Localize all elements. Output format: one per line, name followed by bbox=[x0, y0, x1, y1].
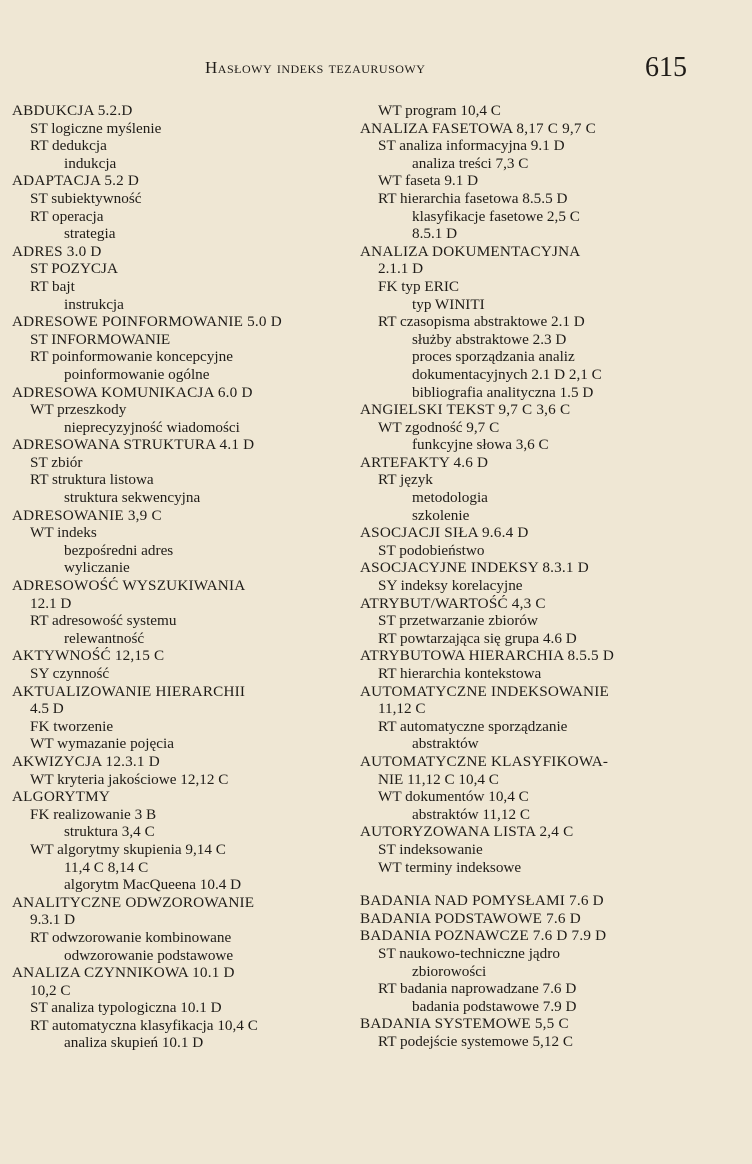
index-heading: ADAPTACJA 5.2 D bbox=[12, 172, 140, 190]
index-reference: proces sporządzania analiz bbox=[412, 348, 575, 366]
index-reference: typ WINITI bbox=[412, 295, 485, 313]
index-reference: 10,2 C bbox=[30, 981, 71, 999]
index-heading: ADRESOWE POINFORMOWANIE 5.0 D bbox=[12, 313, 282, 331]
index-heading: BADANIA NAD POMYSŁAMI 7.6 D bbox=[360, 892, 604, 910]
index-reference: WT przeszkody bbox=[30, 401, 127, 419]
index-reference: abstraktów bbox=[412, 735, 479, 753]
index-reference: RT adresowość systemu bbox=[30, 612, 177, 630]
index-reference: szkolenie bbox=[412, 506, 470, 524]
index-reference: klasyfikacje fasetowe 2,5 C bbox=[412, 207, 580, 225]
index-reference: RT hierarchia kontekstowa bbox=[378, 665, 542, 682]
index-reference: struktura sekwencyjna bbox=[64, 489, 201, 507]
index-reference: RT automatyczne sporządzanie bbox=[378, 717, 568, 735]
index-reference: FK realizowanie 3 B bbox=[30, 805, 157, 823]
index-heading: ANALITYCZNE ODWZOROWANIE bbox=[12, 893, 255, 911]
index-reference: struktura 3,4 C bbox=[64, 823, 155, 841]
index-reference: ST analiza informacyjna 9.1 D bbox=[378, 137, 565, 155]
index-reference: FK typ ERIC bbox=[378, 277, 460, 295]
index-reference: RT bajt bbox=[30, 277, 75, 295]
index-reference: NIE 11,12 C 10,4 C bbox=[378, 770, 499, 788]
index-heading: BADANIA PODSTAWOWE 7.6 D bbox=[360, 909, 581, 927]
index-reference: WT faseta 9.1 D bbox=[378, 172, 479, 190]
index-reference: 9.3.1 D bbox=[30, 911, 76, 929]
index-heading: ATRYBUT/WARTOŚĆ 4,3 C bbox=[360, 594, 546, 612]
index-reference: RT hierarchia fasetowa 8.5.5 D bbox=[378, 189, 568, 207]
index-reference: ST analiza typologiczna 10.1 D bbox=[30, 999, 222, 1017]
index-heading: ADRES 3.0 D bbox=[12, 242, 102, 260]
index-reference: bezpośredni adres bbox=[64, 541, 174, 559]
index-heading: ADRESOWA KOMUNIKACJA 6.0 D bbox=[12, 383, 253, 401]
index-reference: RT czasopisma abstraktowe 2.1 D bbox=[378, 313, 585, 331]
index-heading: ABDUKCJA 5.2.D bbox=[12, 102, 133, 119]
index-reference: WT kryteria jakościowe 12,12 C bbox=[30, 770, 229, 788]
index-reference: RT struktura listowa bbox=[30, 471, 154, 489]
column-gap bbox=[360, 876, 690, 892]
index-reference: wyliczanie bbox=[64, 559, 130, 577]
index-reference: RT badania naprowadzane 7.6 D bbox=[378, 980, 577, 998]
index-heading: BADANIA POZNAWCZE 7.6 D 7.9 D bbox=[360, 927, 607, 945]
index-heading: ANALIZA CZYNNIKOWA 10.1 D bbox=[12, 964, 235, 982]
index-reference: RT automatyczna klasyfikacja 10,4 C bbox=[30, 1016, 258, 1034]
page-number: 615 bbox=[645, 52, 687, 83]
index-reference: ST indeksowanie bbox=[378, 840, 483, 858]
index-reference: WT wymazanie pojęcia bbox=[30, 735, 174, 753]
index-reference: ST logiczne myślenie bbox=[30, 119, 162, 137]
index-reference: indukcja bbox=[64, 154, 117, 172]
index-reference: 4.5 D bbox=[30, 700, 64, 718]
index-reference: służby abstraktowe 2.3 D bbox=[412, 330, 567, 348]
index-reference: analiza treści 7,3 C bbox=[412, 154, 529, 172]
index-reference: ST INFORMOWANIE bbox=[30, 330, 171, 348]
index-reference: analiza skupień 10.1 D bbox=[64, 1034, 204, 1052]
index-reference: funkcyjne słowa 3,6 C bbox=[412, 436, 549, 454]
index-heading: ANALIZA FASETOWA 8,17 C 9,7 C bbox=[360, 119, 597, 137]
index-heading: ASOCJACJI SIŁA 9.6.4 D bbox=[360, 524, 529, 542]
index-reference: WT indeks bbox=[30, 524, 97, 542]
index-reference: zbiorowości bbox=[412, 962, 487, 980]
index-reference: WT dokumentów 10,4 C bbox=[378, 788, 529, 806]
index-reference: relewantność bbox=[64, 629, 145, 647]
index-heading: AUTOMATYCZNE INDEKSOWANIE bbox=[360, 682, 609, 700]
index-heading: ADRESOWANA STRUKTURA 4.1 D bbox=[12, 436, 255, 454]
index-reference: WT terminy indeksowe bbox=[378, 858, 522, 876]
index-reference: SY czynność bbox=[30, 665, 110, 682]
index-reference: RT operacja bbox=[30, 207, 104, 225]
index-reference: 11,4 C 8,14 C bbox=[64, 858, 149, 876]
index-heading: ASOCJACYJNE INDEKSY 8.3.1 D bbox=[360, 559, 589, 577]
index-reference: metodologia bbox=[412, 489, 488, 507]
index-reference: odwzorowanie podstawowe bbox=[64, 946, 234, 964]
index-heading: BADANIA SYSTEMOWE 5,5 C bbox=[360, 1015, 569, 1033]
index-column-left bbox=[12, 102, 347, 1052]
index-reference: RT odwzorowanie kombinowane bbox=[30, 928, 232, 946]
index-reference: ST podobieństwo bbox=[378, 541, 485, 559]
index-heading: AKTUALIZOWANIE HIERARCHII bbox=[12, 682, 246, 700]
index-reference: badania podstawowe 7.9 D bbox=[412, 997, 577, 1015]
index-reference: instrukcja bbox=[64, 295, 124, 313]
index-reference: ST zbiór bbox=[30, 453, 83, 471]
index-heading: AUTORYZOWANA LISTA 2,4 C bbox=[360, 823, 574, 841]
index-reference: 12.1 D bbox=[30, 594, 72, 612]
index-reference: RT język bbox=[378, 471, 433, 489]
index-reference: dokumentacyjnych 2.1 D 2,1 C bbox=[412, 365, 602, 383]
index-heading: ADRESOWOŚĆ WYSZUKIWANIA bbox=[12, 577, 246, 595]
index-reference: ST subiektywność bbox=[30, 189, 142, 207]
index-heading: AKWIZYCJA 12.3.1 D bbox=[12, 752, 160, 770]
index-reference: ST przetwarzanie zbiorów bbox=[378, 612, 538, 630]
index-reference: RT dedukcja bbox=[30, 137, 107, 155]
index-reference: nieprecyzyjność wiadomości bbox=[64, 418, 240, 436]
index-reference: RT poinformowanie koncepcyjne bbox=[30, 348, 233, 366]
index-reference: ST naukowo-techniczne jądro bbox=[378, 944, 560, 962]
index-heading: ADRESOWANIE 3,9 C bbox=[12, 506, 162, 524]
index-heading: ALGORYTMY bbox=[12, 788, 110, 806]
index-reference: 2.1.1 D bbox=[378, 260, 424, 278]
index-reference: WT algorytmy skupienia 9,14 C bbox=[30, 840, 226, 858]
index-reference: 11,12 C bbox=[378, 700, 426, 718]
index-heading: ARTEFAKTY 4.6 D bbox=[360, 453, 489, 471]
index-reference: WT program 10,4 C bbox=[378, 102, 501, 119]
index-heading: ATRYBUTOWA HIERARCHIA 8.5.5 D bbox=[360, 647, 615, 665]
index-reference: FK tworzenie bbox=[30, 717, 114, 735]
index-heading: ANALIZA DOKUMENTACYJNA bbox=[360, 242, 581, 260]
index-reference: ST POZYCJA bbox=[30, 260, 118, 278]
index-reference: poinformowanie ogólne bbox=[64, 365, 210, 383]
index-reference: algorytm MacQueena 10.4 D bbox=[64, 876, 242, 894]
index-reference: SY indeksy korelacyjne bbox=[378, 577, 523, 595]
index-heading: AKTYWNOŚĆ 12,15 C bbox=[12, 647, 165, 665]
index-reference: abstraktów 11,12 C bbox=[412, 805, 530, 823]
running-title: Hasłowy indeks tezaurusowy bbox=[205, 58, 426, 77]
index-heading: ANGIELSKI TEKST 9,7 C 3,6 C bbox=[360, 401, 571, 419]
index-reference: 8.5.1 D bbox=[412, 225, 458, 243]
index-reference: RT podejście systemowe 5,12 C bbox=[378, 1032, 573, 1050]
index-reference: RT powtarzająca się grupa 4.6 D bbox=[378, 629, 577, 647]
index-heading: AUTOMATYCZNE KLASYFIKOWA- bbox=[360, 752, 609, 770]
index-column-right bbox=[360, 102, 690, 1050]
index-reference: strategia bbox=[64, 225, 116, 243]
index-reference: bibliografia analityczna 1.5 D bbox=[412, 383, 594, 401]
index-reference: WT zgodność 9,7 C bbox=[378, 418, 500, 436]
